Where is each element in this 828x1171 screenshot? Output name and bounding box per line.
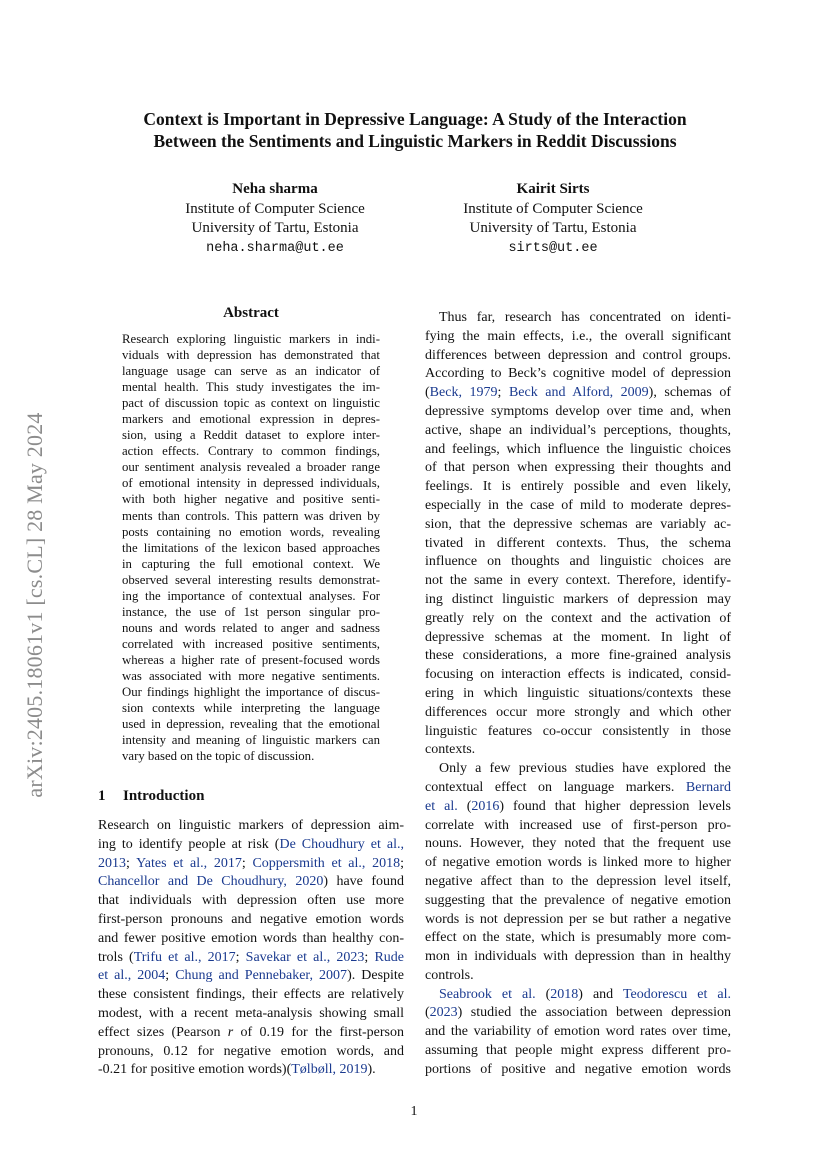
citation-link[interactable]: Savekar et al., 2023 bbox=[245, 949, 365, 965]
text-line: effect on the state, which is presumably more com- bbox=[425, 930, 731, 946]
section-title: Introduction bbox=[123, 788, 205, 804]
text-line: contexts. bbox=[425, 742, 476, 758]
abstract-line: intensity and meaning of linguistic markers can bbox=[122, 733, 380, 748]
text-line: Thus far, research has concentrated on identi- bbox=[439, 310, 731, 325]
right-column bbox=[425, 309, 731, 1080]
abstract-line: instance, the use of 1st person singular pro- bbox=[122, 604, 380, 619]
citation-link[interactable]: et al. bbox=[425, 798, 458, 814]
citation-link[interactable]: De Choudhury et al., bbox=[279, 836, 405, 852]
title-line-2: Between the Sentiments and Linguistic Markers in Reddit Discussions bbox=[153, 131, 677, 151]
abstract-line: used in depression, revealing that the emotional bbox=[122, 717, 380, 732]
abstract-body bbox=[122, 331, 380, 764]
text-line: especially in the case of mild to moderate depres- bbox=[425, 497, 731, 513]
text-line: mon in individuals with depression than in healthy bbox=[425, 949, 731, 965]
author-1 bbox=[135, 180, 415, 258]
abstract-line: the limitations of the lexicon based approaches bbox=[122, 540, 380, 555]
text-line: correlate with increased use of first-person pro- bbox=[425, 817, 731, 833]
abstract-line: whereas a higher rate of present-focused words bbox=[122, 652, 380, 667]
text-line: According to Beck’s cognitive model of depression bbox=[425, 366, 731, 382]
abstract-line: mental health. This study investigates the im- bbox=[122, 380, 380, 395]
abstract-line: of emotional intensity in depressed individuals, bbox=[122, 476, 380, 491]
text-line: these considerations, a more fine-grained analysis bbox=[425, 648, 731, 664]
abstract-line: was associated with more negative sentiments. bbox=[122, 668, 380, 683]
text-line: portions of positive and negative emotion words bbox=[425, 1061, 731, 1077]
text-line: -0.21 for positive emotion words)(Tølbøll, 2019). bbox=[98, 1062, 376, 1078]
text-line: depressive symptoms develop over time and, when bbox=[425, 403, 731, 419]
citation-link[interactable]: Yates et al., 2017 bbox=[136, 855, 242, 871]
introduction-paragraph bbox=[98, 817, 404, 1080]
text-line: and the variability of emotion word rates over time, bbox=[425, 1024, 731, 1040]
abstract-line: sion, using a Reddit dataset to explore inter- bbox=[122, 428, 380, 443]
text-line: greatly rely on the context and the activation of bbox=[425, 610, 731, 626]
citation-link[interactable]: 2018 bbox=[550, 986, 579, 1002]
text-line: (2023) studied the association between depression bbox=[425, 1005, 731, 1021]
text-line: Research on linguistic markers of depression aim- bbox=[98, 818, 404, 833]
text-line: assuming that people might express different pro- bbox=[425, 1043, 731, 1059]
abstract-line: action effects. Contrary to common findings, bbox=[122, 444, 380, 459]
text-line: ering in which linguistic situations/contexts these bbox=[425, 685, 731, 701]
text-line: modest, with a recent meta-analysis showing small bbox=[98, 1005, 404, 1021]
citation-link[interactable]: Tølbøll, 2019 bbox=[291, 1062, 368, 1078]
author-university: University of Tartu, Estonia bbox=[191, 220, 359, 236]
text-line: Seabrook et al. (2018) and Teodorescu et al. bbox=[439, 986, 731, 1002]
text-line: controls. bbox=[425, 967, 474, 983]
text-line: that individuals with depression often use more bbox=[98, 893, 404, 909]
text-line: negative affect than to the depression level itself, bbox=[425, 873, 731, 889]
text-line: 2013; Yates et al., 2017; Coppersmith et al., 2018; bbox=[98, 855, 405, 871]
text-line: suggesting that the prevalence of negative emotion bbox=[425, 892, 731, 908]
author-name: Neha sharma bbox=[232, 181, 318, 197]
text-line: differences between depression and control groups. bbox=[425, 347, 731, 363]
text-line: of that person when expressing their thoughts and bbox=[425, 460, 731, 476]
citation-link[interactable]: et al., 2004 bbox=[98, 968, 166, 984]
abstract-line: correlated with increased positive sentiments, bbox=[122, 636, 380, 651]
text-line: nouns. However, they noted that the frequent use bbox=[425, 836, 731, 852]
text-line: effect sizes (Pearson r of 0.19 for the first-person bbox=[98, 1024, 404, 1040]
paper-title bbox=[70, 108, 760, 152]
citation-link[interactable]: Bernard bbox=[685, 779, 731, 795]
abstract-line: ments than controls. This pattern was driven by bbox=[122, 508, 380, 523]
abstract-line: Research exploring linguistic markers in indi- bbox=[122, 332, 380, 346]
citation-link[interactable]: Coppersmith et al., 2018 bbox=[252, 855, 401, 871]
citation-link[interactable]: 2023 bbox=[429, 1005, 458, 1021]
abstract-line: pact of discussion topic as context on linguistic bbox=[122, 396, 380, 411]
text-line: Chancellor and De Choudhury, 2020) have found bbox=[98, 874, 404, 890]
author-affiliation: Institute of Computer Science bbox=[463, 200, 643, 217]
text-line: influence on thoughts and linguistic choices are bbox=[425, 554, 731, 570]
citation-link[interactable]: Rude bbox=[374, 949, 405, 965]
abstract-line: nouns and words related to anger and sadness bbox=[122, 620, 380, 635]
text-line: et al., 2004; Chung and Pennebaker, 2007). Despite bbox=[98, 968, 405, 984]
text-line: of negative emotion words is linked more to higher bbox=[425, 855, 731, 871]
text-line: linguistic features co-occur consistently in those bbox=[425, 723, 731, 739]
text-line: words is not depression per se but rather a negative bbox=[425, 911, 731, 927]
abstract-line: observed several interesting results demonstrat- bbox=[122, 572, 380, 587]
abstract-line: with both higher negative and positive senti- bbox=[122, 492, 380, 507]
citation-link[interactable]: Chancellor and De Choudhury, 2020 bbox=[98, 874, 324, 890]
text-line: and fewer positive emotion words than healthy con- bbox=[98, 930, 404, 946]
text-line: first-person pronouns and negative emotion words bbox=[98, 911, 404, 927]
arxiv-identifier: arXiv:2405.18061v1 [cs.CL] 28 May 2024 bbox=[22, 412, 47, 798]
author-affiliation: Institute of Computer Science bbox=[185, 200, 365, 217]
citation-link[interactable]: 2013 bbox=[98, 855, 126, 871]
section-number: 1 bbox=[98, 788, 106, 804]
arxiv-sidebar bbox=[8, 358, 62, 852]
text-line: et al. (2016) found that higher depression levels bbox=[425, 798, 731, 814]
citation-link[interactable]: Seabrook et al. bbox=[439, 986, 536, 1002]
citation-link[interactable]: Beck, 1979 bbox=[429, 385, 498, 401]
abstract-line: viduals with depression has demonstrated that bbox=[122, 348, 380, 363]
abstract-heading: Abstract bbox=[223, 305, 279, 321]
abstract-line: ing the importance of contextual analyses. For bbox=[122, 588, 380, 603]
abstract-line: language usage can serve as an indicator of bbox=[122, 364, 380, 379]
abstract-line: sion contexts while interpreting the language bbox=[122, 701, 380, 716]
citation-link[interactable]: Chung and Pennebaker, 2007 bbox=[175, 968, 348, 984]
text-line: pronouns, 0.12 for negative emotion words, and bbox=[98, 1043, 404, 1059]
text-line: contextual effect on language markers. Bernard bbox=[425, 779, 731, 795]
text-line: not the same in every context. Therefore, identify- bbox=[425, 573, 731, 589]
text-line: (Beck, 1979; Beck and Alford, 2009), schemas of bbox=[425, 385, 732, 401]
text-line: focusing on interaction effects is indicated, consid- bbox=[425, 667, 731, 683]
text-line: these consistent findings, their effects are relatively bbox=[98, 987, 404, 1003]
abstract-line: in capturing the full emotional context. We bbox=[122, 556, 380, 571]
author-university: University of Tartu, Estonia bbox=[469, 220, 637, 236]
abstract-line: posts containing no emotion words, revealing bbox=[122, 524, 380, 539]
text-line: sion, that the depressive schemas are variably ac- bbox=[425, 516, 731, 532]
text-line: ing to identify people at risk (De Choudhury et al., bbox=[98, 836, 405, 852]
title-line-1: Context is Important in Depressive Language: A Study of the Interaction bbox=[143, 109, 687, 129]
author-email[interactable]: sirts@ut.ee bbox=[508, 240, 598, 256]
text-line: depressive schemas at the moment. In light of bbox=[425, 629, 731, 645]
citation-link[interactable]: 2016 bbox=[471, 798, 500, 814]
citation-link[interactable]: Beck and Alford, 2009 bbox=[508, 385, 649, 401]
text-line: active, shape an individual’s perceptions, thoughts, bbox=[425, 422, 731, 438]
page-number: 1 bbox=[410, 1104, 418, 1119]
text-line: tivated in different contexts. Thus, the schema bbox=[425, 535, 731, 551]
abstract-line: our sentiment analysis revealed a broader range bbox=[122, 460, 380, 475]
text-line: feelings. It is entirely possible and even likely, bbox=[425, 479, 731, 495]
author-name: Kairit Sirts bbox=[516, 181, 590, 197]
text-line: fying the main effects, i.e., the overall significant bbox=[425, 328, 731, 344]
author-2 bbox=[413, 180, 693, 258]
text-line: trols (Trifu et al., 2017; Savekar et al., 2023; Rude bbox=[98, 949, 405, 965]
section-heading-introduction bbox=[98, 788, 204, 805]
text-line: and feelings, which influence the linguistic choices bbox=[425, 441, 731, 457]
abstract-line: Our findings highlight the importance of discus- bbox=[122, 685, 380, 700]
citation-link[interactable]: Trifu et al., 2017 bbox=[133, 949, 236, 965]
author-email[interactable]: neha.sharma@ut.ee bbox=[206, 240, 344, 256]
text-line: ing distinct linguistic markers of depression may bbox=[425, 591, 731, 607]
text-line: differences occur more strongly and which other bbox=[425, 704, 731, 720]
citation-link[interactable]: Teodorescu et al. bbox=[622, 986, 731, 1002]
abstract-line: markers and emotional expression in depres- bbox=[122, 412, 380, 427]
abstract-line: vary based on the topic of discussion. bbox=[122, 749, 315, 764]
text-line: Only a few previous studies have explored the bbox=[439, 761, 731, 777]
